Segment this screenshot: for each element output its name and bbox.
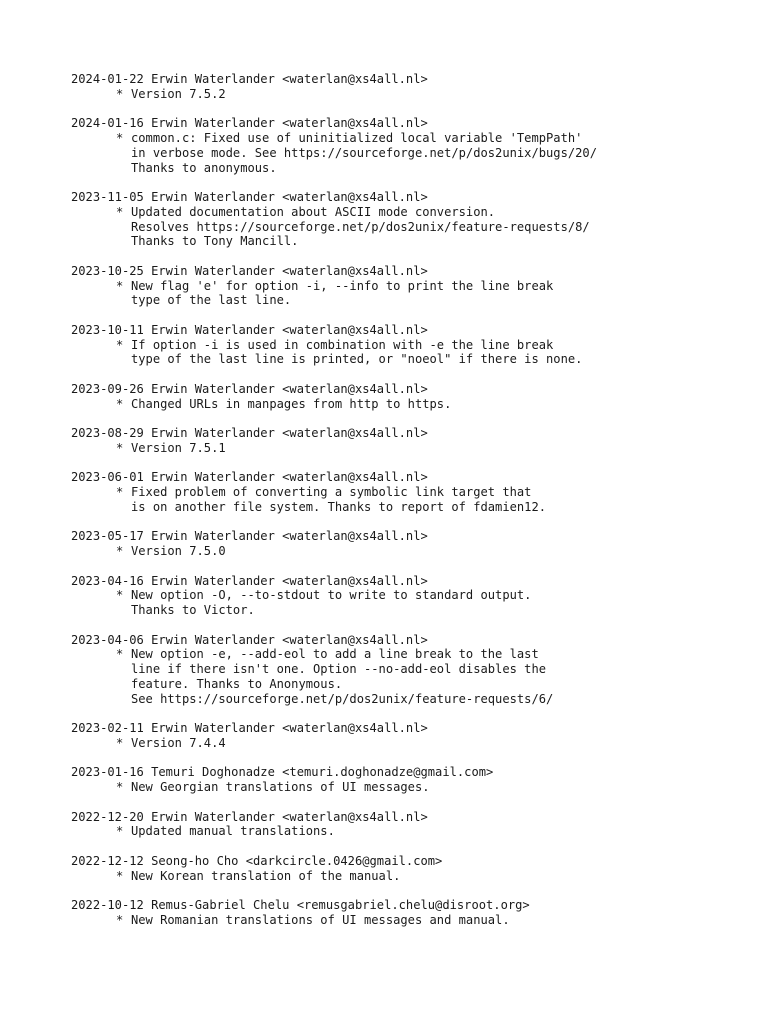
item-text-line: Version 7.5.1 xyxy=(131,440,226,455)
entry-item xyxy=(71,205,761,249)
changelog-entry xyxy=(71,382,761,412)
bullet-marker: * xyxy=(116,735,124,750)
entry-header: 2022-12-12 Seong-ho Cho <darkcircle.0426@gmail.com> xyxy=(71,853,443,868)
entry-item xyxy=(71,544,761,559)
item-text-line: common.c: Fixed use of uninitialized local variable 'TempPath' xyxy=(131,131,583,145)
changelog-entry xyxy=(71,721,761,751)
item-text-line: Version 7.4.4 xyxy=(131,735,226,750)
bullet-marker: * xyxy=(116,780,124,794)
entry-item xyxy=(71,780,761,795)
item-text-line: Updated manual translations. xyxy=(131,824,335,839)
bullet-marker: * xyxy=(116,824,124,839)
entry-item xyxy=(71,869,761,884)
entry-header: 2023-10-25 Erwin Waterlander <waterlan@xs4all.nl> xyxy=(71,263,428,278)
changelog-entry xyxy=(71,854,761,884)
item-text-line: in verbose mode. See https://sourceforge.net/p/dos2unix/bugs/20/ xyxy=(131,145,597,160)
item-text-line: Thanks to anonymous. xyxy=(131,160,277,175)
entry-header: 2023-04-16 Erwin Waterlander <waterlan@xs4all.nl> xyxy=(71,573,428,588)
entry-header: 2023-08-29 Erwin Waterlander <waterlan@xs4all.nl> xyxy=(71,426,428,440)
entry-header: 2023-04-06 Erwin Waterlander <waterlan@xs4all.nl> xyxy=(71,632,428,647)
bullet-marker: * xyxy=(116,337,124,352)
bullet-marker: * xyxy=(116,86,124,101)
changelog-entry xyxy=(71,323,761,367)
entry-item xyxy=(71,913,761,928)
bullet-marker: * xyxy=(116,131,124,145)
item-text-line: Thanks to Tony Mancill. xyxy=(131,234,299,249)
changelog-entry xyxy=(71,470,761,514)
changelog-entry xyxy=(71,264,761,308)
entry-header: 2023-05-17 Erwin Waterlander <waterlan@xs4all.nl> xyxy=(71,529,428,544)
bullet-marker: * xyxy=(116,204,124,219)
bullet-marker: * xyxy=(116,912,124,927)
changelog-entry xyxy=(71,529,761,559)
entry-header: 2023-06-01 Erwin Waterlander <waterlan@xs4all.nl> xyxy=(71,470,428,485)
changelog-entry xyxy=(71,810,761,840)
bullet-marker: * xyxy=(116,278,124,293)
entry-header: 2022-12-20 Erwin Waterlander <waterlan@xs4all.nl> xyxy=(71,809,428,824)
entry-item xyxy=(71,588,761,618)
changelog-document xyxy=(71,72,761,942)
changelog-entry xyxy=(71,72,761,102)
changelog-entry xyxy=(71,765,761,795)
item-text-line: New option -e, --add-eol to add a line break to the last xyxy=(131,647,539,662)
entry-item xyxy=(71,279,761,309)
entry-item xyxy=(71,397,761,412)
item-text-line: line if there isn't one. Option --no-add-eol disables the xyxy=(131,662,547,676)
entry-item xyxy=(71,736,761,751)
entry-item xyxy=(71,338,761,368)
bullet-marker: * xyxy=(116,868,124,883)
item-text-line: is on another file system. Thanks to report of fdamien12. xyxy=(131,499,547,514)
item-text-line: If option -i is used in combination with -e the line break xyxy=(131,337,554,352)
bullet-marker: * xyxy=(116,647,124,662)
entry-header: 2024-01-22 Erwin Waterlander <waterlan@xs4all.nl> xyxy=(71,72,428,86)
entry-item xyxy=(71,824,761,839)
bullet-marker: * xyxy=(116,544,124,558)
item-text-line: New Romanian translations of UI messages and manual. xyxy=(131,912,510,927)
bullet-marker: * xyxy=(116,440,124,455)
changelog-entry xyxy=(71,574,761,618)
bullet-marker: * xyxy=(116,588,124,603)
entry-item xyxy=(71,87,761,102)
item-text-line: Resolves https://sourceforge.net/p/dos2unix/feature-requests/8/ xyxy=(131,219,590,234)
changelog-entry xyxy=(71,426,761,456)
entry-header: 2022-10-12 Remus-Gabriel Chelu <remusgabriel.chelu@disroot.org> xyxy=(71,898,530,912)
item-text-line: Version 7.5.0 xyxy=(131,544,226,558)
item-text-line: New Georgian translations of UI messages. xyxy=(131,780,430,794)
changelog-entry xyxy=(71,633,761,707)
bullet-marker: * xyxy=(116,396,124,411)
bullet-marker: * xyxy=(116,485,124,499)
item-text-line: type of the last line is printed, or "noeol" if there is none. xyxy=(131,352,583,367)
item-text-line: See https://sourceforge.net/p/dos2unix/feature-requests/6/ xyxy=(131,691,554,706)
item-text-line: New Korean translation of the manual. xyxy=(131,868,401,883)
entry-header: 2023-01-16 Temuri Doghonadze <temuri.doghonadze@gmail.com> xyxy=(71,765,494,780)
entry-header: 2023-10-11 Erwin Waterlander <waterlan@xs4all.nl> xyxy=(71,322,428,337)
entry-header: 2023-09-26 Erwin Waterlander <waterlan@xs4all.nl> xyxy=(71,381,428,396)
item-text-line: Fixed problem of converting a symbolic link target that xyxy=(131,485,532,499)
entry-item xyxy=(71,647,761,706)
entry-header: 2023-11-05 Erwin Waterlander <waterlan@xs4all.nl> xyxy=(71,190,428,204)
changelog-entry xyxy=(71,190,761,249)
item-text-line: Version 7.5.2 xyxy=(131,86,226,101)
item-text-line: New option -O, --to-stdout to write to standard output. xyxy=(131,588,532,603)
item-text-line: type of the last line. xyxy=(131,293,292,308)
item-text-line: New flag 'e' for option -i, --info to print the line break xyxy=(131,278,554,293)
item-text-line: Thanks to Victor. xyxy=(131,603,255,617)
changelog-entry xyxy=(71,898,761,928)
item-text-line: Changed URLs in manpages from http to https. xyxy=(131,396,452,411)
entry-item xyxy=(71,441,761,456)
item-text-line: feature. Thanks to Anonymous. xyxy=(131,676,343,691)
entry-item xyxy=(71,485,761,515)
entry-header: 2023-02-11 Erwin Waterlander <waterlan@xs4all.nl> xyxy=(71,721,428,735)
item-text-line: Updated documentation about ASCII mode conversion. xyxy=(131,204,496,219)
entry-item xyxy=(71,131,761,175)
changelog-entry xyxy=(71,116,761,175)
entry-header: 2024-01-16 Erwin Waterlander <waterlan@xs4all.nl> xyxy=(71,116,428,131)
